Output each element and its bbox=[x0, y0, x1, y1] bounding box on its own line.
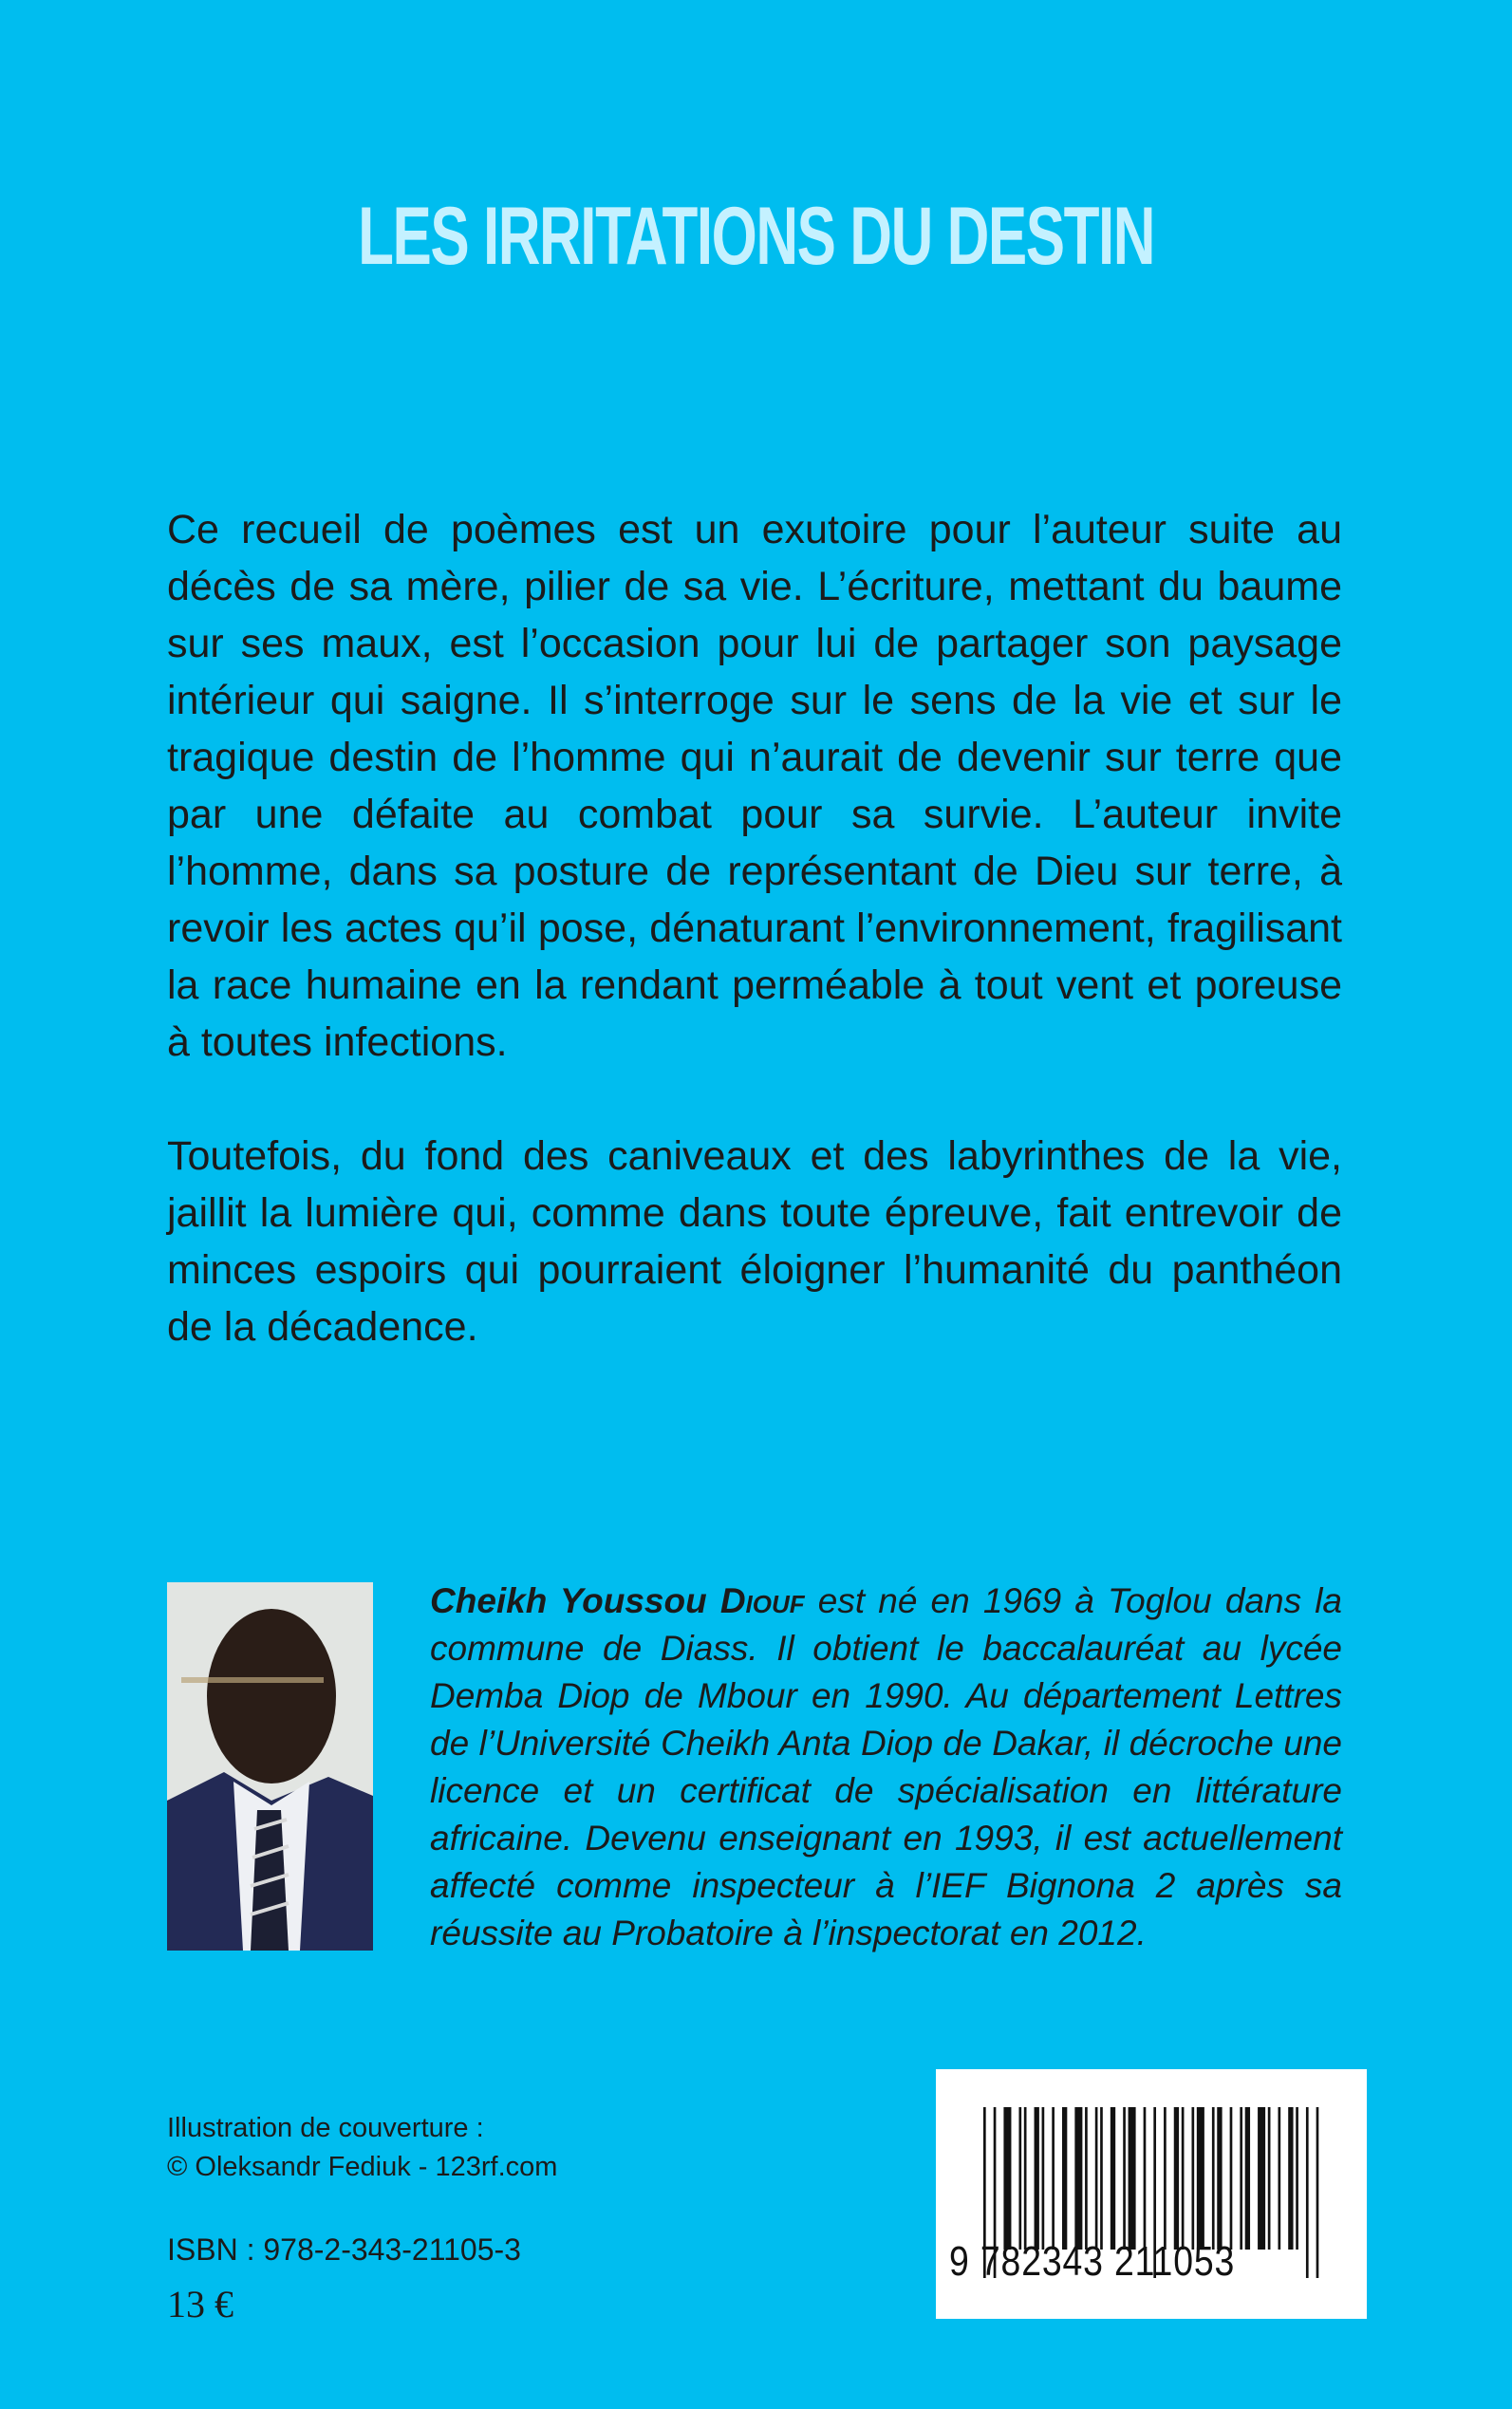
barcode-bar bbox=[1035, 2107, 1039, 2250]
credit-label: Illustration de couverture : bbox=[167, 2113, 484, 2143]
price: 13 € bbox=[167, 2283, 233, 2325]
author-photo bbox=[167, 1582, 373, 1951]
barcode-bar bbox=[1316, 2107, 1319, 2278]
barcode-bar bbox=[1217, 2107, 1222, 2250]
barcode-digits: 9 782343 211053 bbox=[949, 2238, 1236, 2285]
blurb-paragraph-1: Ce recueil de poèmes est un exutoire pour l’auteur suite au décès de sa mère, pilier de sa vie. L’écriture, mettant du baume sur ses maux, est l’occasion pour lui de partager son paysage intérieur qui saigne. Il s’interroge sur le sens de la vie et sur le tragique destin de l’homme qui n’aurait de devenir sur terre que par une défaite au combat pour sa survie. L’auteur invite l’homme, dans sa posture de représentant de Dieu sur terre, à revoir les actes qu’il pose, dénaturant l’environnement, fragilisant la race humaine en la rendant perméable à tout vent et poreuse à toutes infections. bbox=[167, 507, 1342, 1065]
barcode-bar bbox=[1042, 2107, 1045, 2250]
barcode-bar bbox=[1258, 2107, 1265, 2250]
barcode-bar bbox=[1191, 2107, 1194, 2250]
barcode-bar bbox=[1111, 2107, 1115, 2250]
barcode-bar bbox=[1024, 2107, 1027, 2250]
author-bio: Cheikh Youssou Diouf est né en 1969 à Toglou dans la commune de Diass. Il obtient le baccalauréat au lycée Demba Diop de Mbour en 1990. Au département Lettres de l’Université Cheikh Anta Diop de Dakar, il décroche une licence et un certificat de spécialisation en littérature africaine. Devenu enseignant en 1993, il est actuellement affecté comme inspecteur à l’IEF Bignona 2 après sa réussite au Probatoire à l’inspectorat en 2012. bbox=[430, 1581, 1343, 1952]
barcode-bar bbox=[1144, 2107, 1147, 2250]
isbn: ISBN : 978-2-343-21105-3 bbox=[167, 2232, 521, 2267]
barcode-bar bbox=[1245, 2107, 1250, 2250]
barcode-bar bbox=[1129, 2107, 1136, 2250]
barcode-bar bbox=[1074, 2107, 1082, 2250]
barcode-bar bbox=[1230, 2107, 1233, 2250]
barcode-bar bbox=[1306, 2107, 1309, 2278]
credit-source: © Oleksandr Fediuk - 123rf.com bbox=[167, 2152, 558, 2182]
barcode-bar bbox=[1123, 2107, 1126, 2250]
barcode-bar bbox=[1212, 2107, 1215, 2250]
blurb-paragraph-2: Toutefois, du fond des caniveaux et des labyrinthes de la vie, jaillit la lumière qui, comme dans toute épreuve, fait entrevoir de minces espoirs qui pourraient éloigner l’humanité du panthéon de la décadence. bbox=[167, 1133, 1342, 1350]
barcode-bar bbox=[1278, 2107, 1280, 2250]
barcode-bar bbox=[1003, 2107, 1011, 2250]
barcode-bar bbox=[1197, 2107, 1204, 2250]
barcode-bar bbox=[1095, 2107, 1098, 2250]
barcode-bar bbox=[1268, 2107, 1271, 2250]
author-name: Cheikh Youssou Diouf bbox=[430, 1581, 805, 1620]
barcode-bar bbox=[1052, 2107, 1055, 2250]
barcode-bar bbox=[1085, 2107, 1088, 2250]
barcode-bar bbox=[1018, 2107, 1021, 2250]
barcode-bar bbox=[1240, 2107, 1242, 2250]
barcode-bar bbox=[1182, 2107, 1185, 2250]
barcode-bar bbox=[1288, 2107, 1293, 2250]
barcode-bar bbox=[1296, 2107, 1298, 2250]
barcode bbox=[936, 2069, 1367, 2319]
cover-credit bbox=[167, 2109, 557, 2187]
barcode-bar bbox=[1100, 2107, 1103, 2250]
barcode-bar bbox=[1062, 2107, 1067, 2250]
barcode-bar bbox=[1174, 2107, 1179, 2250]
barcode-bar bbox=[1164, 2107, 1167, 2250]
book-title: LES IRRITATIONS DU DESTIN bbox=[358, 191, 1154, 282]
